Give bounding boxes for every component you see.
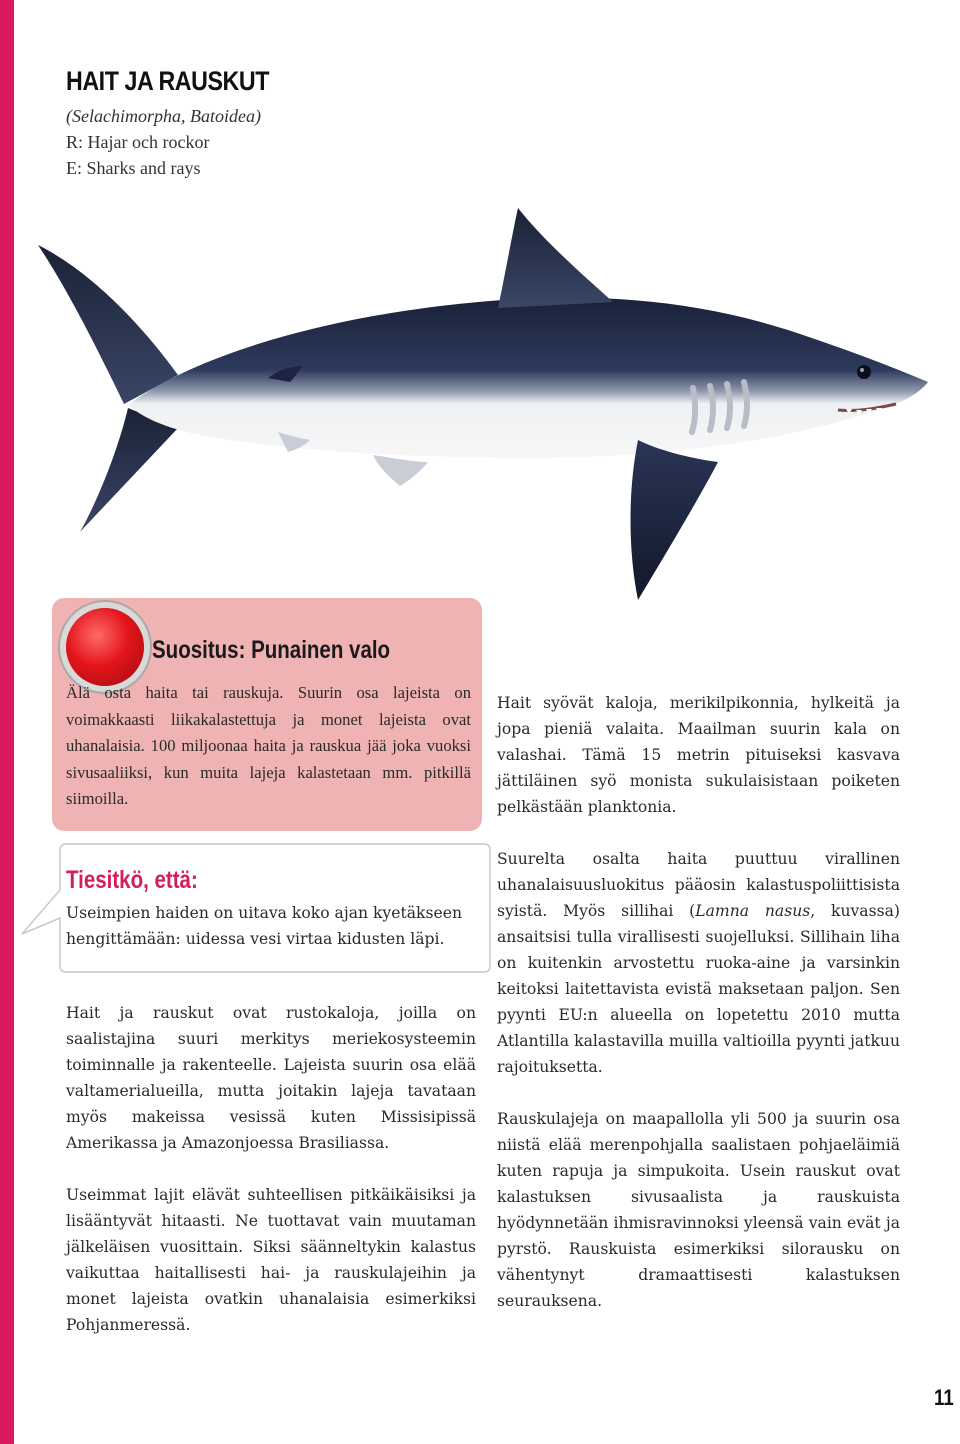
red-light-icon: [66, 608, 144, 686]
did-you-know-title: Tiesitkö, että:: [66, 866, 198, 894]
shark-illustration-icon: [28, 200, 940, 610]
right-column: [497, 690, 900, 1314]
right-paragraph-2: Suurelta osalta haita puuttuu virallinen uhanalaisuusluokitus pääosin kalastuspoliittisista syistä. Myös sillihai (Lamna nasus, kuvassa) ansaitsisi tulla virallisesti suojelluksi. Sillihain liha on kuitenkin arvostettu ruoka-aine ja varsinkin keitoksi laitettavista evistä maksetaan paljon. Sen pyynti EU:n alueella on lopetettu 2010 mutta Atlantilla kalastavilla muilla valtioilla pyynti jatkuu rajoituksetta.: [497, 850, 900, 1076]
page-number: 11: [934, 1385, 954, 1410]
left-paragraph-1: Hait ja rauskut ovat rustokaloja, joilla on saalistajina suuri merkitys meriekosysteemin toiminnalle ja rakenteelle. Lajeista suurin osa elää valtamerialueilla, mutta joitakin lajeja tavataan myös makeissa vesissä kuten Missisipissä Amerikassa ja Amazonjoessa Brasiliassa.: [66, 1004, 476, 1152]
right-paragraph-1: Hait syövät kaloja, merikilpikonnia, hylkeitä ja jopa pieniä valaita. Maailman suurin kala on valashai. Tämä 15 metrin pituiseksi kasvava jättiläinen syö monista sukulaisistaan poiketen pelkästään planktonia.: [497, 694, 900, 816]
left-column: [66, 1000, 476, 1338]
left-paragraph-2: Useimmat lajit elävät suhteellisen pitkäikäisiksi ja lisääntyvät hitaasti. Ne tuottavat vain muutaman jälkeläisen vuosittain. Siksi säänneltykin kalastus vaikuttaa haitallisesti hai- ja rauskulajeihin ja monet lajeista ovatkin uhanalaisia esimerkiksi Pohjanmeressä.: [66, 1186, 476, 1334]
right-paragraph-3: Rauskulajeja on maapallolla yli 500 ja suurin osa niistä elää merenpohjalla saalistaen pohjaeläimiä kuten rapuja ja simpukoita. Usein rauskut ovat kalastuksen sivusaalista ja rauskuista hyödynnetään ihmisravinnoksi yleensä vain evät ja pyrstö. Rauskuista esimerkiksi silorausku on vähentynyt dramaattisesti kalastuksen seurauksena.: [497, 1110, 900, 1310]
recommendation-text: Älä osta haita tai rauskuja. Suurin osa lajeista on voimakkaasti liikakalastettuja ja monet lajeista ovat uhanalaisia. 100 miljoonaa haita ja rauskua jää joka vuoksi sivusaaliiksi, kun muita lajeja kalastetaan mm. pitkillä siimoilla.: [66, 683, 471, 808]
species-name: Lamna nasus: [695, 902, 811, 920]
recommendation-title: Suositus: Punainen valo: [152, 636, 391, 664]
did-you-know-text: Useimpien haiden on uitava koko ajan kyetäkseen hengittämään: uidessa vesi virtaa kidusten läpi.: [66, 904, 462, 948]
swedish-name: R: Hajar och rockor: [66, 132, 210, 152]
page-title: HAIT JA RAUSKUT: [66, 66, 269, 96]
page-header: [66, 66, 486, 181]
english-name: E: Sharks and rays: [66, 158, 201, 178]
page-edge-stripe: [0, 0, 14, 1444]
latin-name: (Selachimorpha, Batoidea): [66, 106, 261, 126]
